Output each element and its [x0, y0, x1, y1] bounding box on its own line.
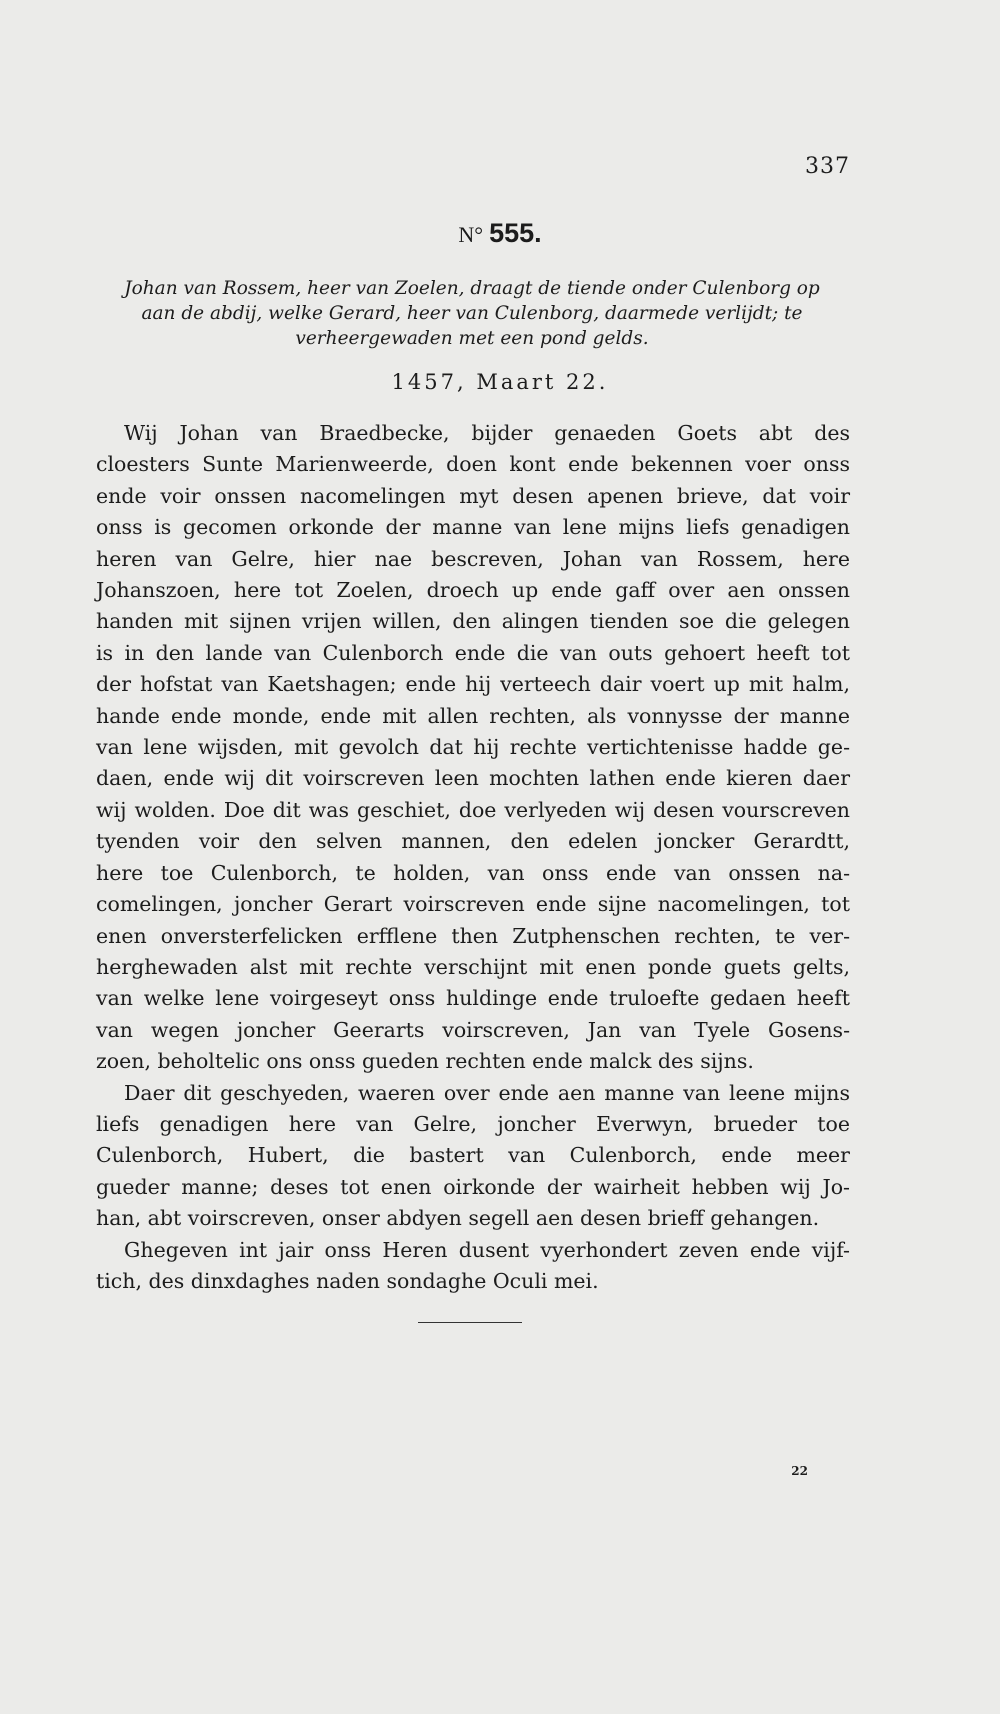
- sheet-signature-number: 22: [791, 1464, 808, 1478]
- text-line: comelingen, joncher Gerart voirscreven ende sijne nacomelingen, tot: [96, 892, 850, 917]
- document-number: [0, 218, 1000, 249]
- text-line: onss is gecomen orkonde der manne van lene mijns liefs genadigen: [96, 515, 850, 540]
- text-line: gueder manne; deses tot enen oirkonde der wairheit hebben wij Jo-: [96, 1174, 850, 1199]
- text-line: hande ende monde, ende mit allen rechten, als vonnysse der manne: [96, 703, 850, 728]
- text-line: liefs genadigen here van Gelre, joncher Everwyn, brueder toe: [96, 1111, 850, 1136]
- paragraph-1: [96, 418, 850, 1078]
- text-line: daen, ende wij dit voirscreven leen mochten lathen ende kieren daer: [96, 766, 850, 791]
- paragraph-3: [96, 1235, 850, 1298]
- text-line: handen mit sijnen vrijen willen, den alingen tienden soe die gelegen: [96, 609, 850, 634]
- text-line: heren van Gelre, hier nae bescreven, Johan van Rossem, here: [96, 546, 850, 571]
- text-line: van welke lene voirgeseyt onss huldinge ende truloefte gedaen heeft: [96, 986, 850, 1011]
- text-line: tich, des dinxdaghes naden sondaghe Oculi mei.: [96, 1268, 599, 1293]
- text-line: cloesters Sunte Marienweerde, doen kont ende bekennen voer onss: [96, 452, 850, 477]
- paragraph-2: [96, 1078, 850, 1235]
- text-line: der hofstat van Kaetshagen; ende hij verteech dair voert up mit halm,: [96, 672, 850, 697]
- text-line: Culenborch, Hubert, die bastert van Culenborch, ende meer: [96, 1143, 850, 1168]
- text-line: zoen, beholtelic ons onss gueden rechten ende malck des sijns.: [96, 1049, 754, 1074]
- text-line: Ghegeven int jair onss Heren dusent vyerhondert zeven ende vijf-: [124, 1237, 850, 1262]
- summary-line: Johan van Rossem, heer van Zoelen, draagt de tiende onder Culenborg op: [124, 278, 820, 299]
- text-line: wij wolden. Doe dit was geschiet, doe verlyeden wij desen vourscreven: [96, 797, 850, 822]
- document-date: 1457, Maart 22.: [391, 370, 609, 394]
- text-line: here toe Culenborch, te holden, van onss ende van onssen na-: [96, 860, 850, 885]
- document-summary: [92, 276, 852, 351]
- text-line: ende voir onssen nacomelingen myt desen apenen brieve, dat voir: [96, 483, 850, 508]
- text-line: Daer dit geschyeden, waeren over ende aen manne van leene mijns: [124, 1080, 850, 1105]
- charter-text: [96, 418, 850, 1297]
- text-line: herghewaden alst mit rechte verschijnt mit enen ponde guets gelts,: [96, 954, 850, 979]
- document-number-value: 555.: [489, 218, 542, 248]
- summary-line: verheergewaden met een pond gelds.: [295, 328, 649, 349]
- text-line: Johanszoen, here tot Zoelen, droech up ende gaff over aen onssen: [96, 578, 850, 603]
- summary-line: aan de abdij, welke Gerard, heer van Culenborg, daarmede verlijdt; te: [141, 303, 803, 324]
- text-line: van wegen joncher Geerarts voirscreven, Jan van Tyele Gosens-: [96, 1017, 850, 1042]
- text-line: Wij Johan van Braedbecke, bijder genaeden Goets abt des: [124, 421, 850, 445]
- section-divider: [418, 1322, 522, 1323]
- text-line: tyenden voir den selven mannen, den edelen joncker Gerardtt,: [96, 829, 850, 854]
- text-line: van lene wijsden, mit gevolch dat hij rechte vertichtenisse hadde ge-: [96, 735, 850, 760]
- text-line: is in den lande van Culenborch ende die van outs gehoert heeft tot: [96, 640, 850, 665]
- page-number: 337: [805, 154, 850, 179]
- document-number-label: N°: [458, 222, 484, 247]
- text-line: enen onversterfelicken erfflene then Zutphenschen rechten, te ver-: [96, 923, 850, 948]
- text-line: han, abt voirscreven, onser abdyen segell aen desen brieff gehangen.: [96, 1206, 820, 1231]
